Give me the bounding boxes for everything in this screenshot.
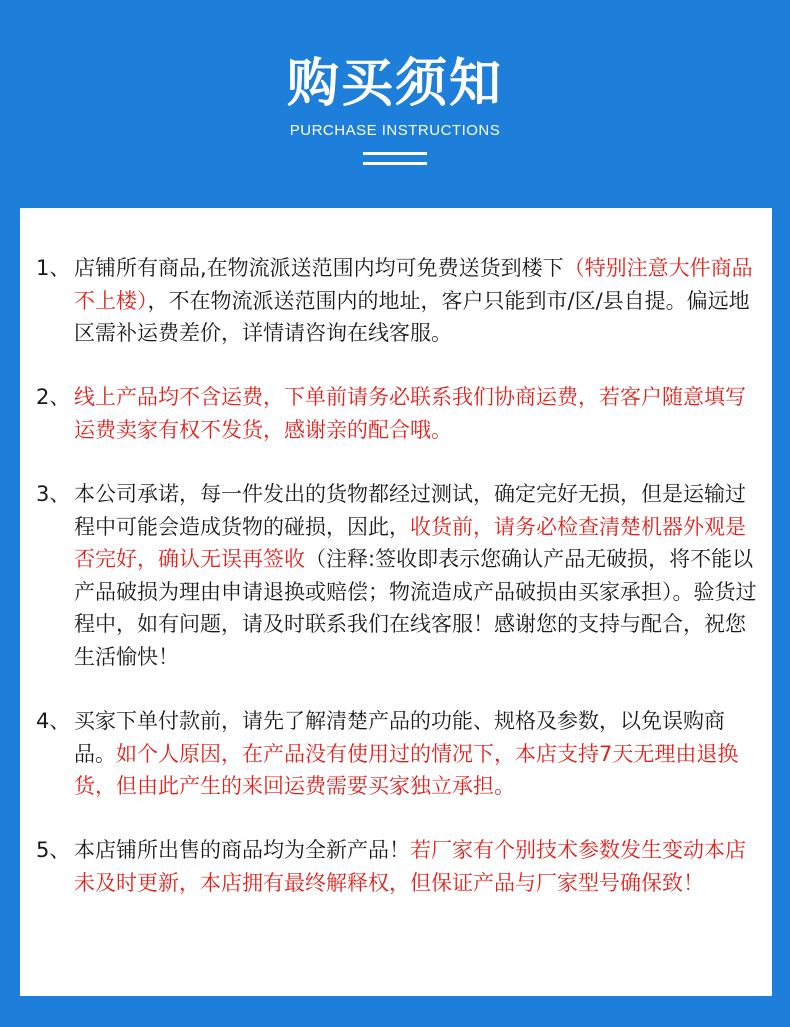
header [0, 0, 790, 208]
item-text [36, 478, 766, 673]
text-segment: （注释:签收即表示您确认产品无破损，将不能以产品破损为理由申请退换或赔偿；物流造成产品破损由买家承担）。验货过程中，如有问题，请及时联系我们在线客服！感谢您的支持与配合，祝您生活愉快！ [74, 547, 757, 669]
highlight-segment: 如个人原因，在产品没有使用过的情况下，本店支持7天无理由退换货，但由此产生的来回运费需要买家独立承担。 [74, 741, 739, 798]
item-text [36, 705, 766, 803]
instruction-item-5 [36, 834, 766, 899]
item-text [36, 834, 766, 899]
page-subtitle: PURCHASE INSTRUCTIONS [289, 122, 501, 139]
instruction-item-1 [36, 252, 766, 350]
instruction-item-4 [36, 705, 766, 803]
item-text [36, 252, 766, 350]
text-segment: 买家下单付款前，请先了解清楚产品的功能、规格及参数，以免误购商品。 [74, 709, 725, 766]
item-number: 2、 [36, 385, 71, 409]
text-segment: 本公司承诺，每一件发出的货物都经过测试，确定完好无损，但是运输过程中可能会造成货物的碰损，因此， [74, 482, 746, 539]
title-underline-top [363, 152, 427, 155]
title-underline-bottom [363, 162, 427, 165]
item-number: 5、 [36, 838, 71, 862]
instruction-item-3 [36, 478, 766, 673]
highlight-segment: 若厂家有个别技术参数发生变动本店未及时更新，本店拥有最终解释权，但保证产品与厂家型号确保致！ [74, 838, 746, 895]
highlight-segment: （特别注意大件商品不上楼） [74, 256, 753, 313]
item-number: 1、 [36, 256, 71, 280]
text-segment: 店铺所有商品,在物流派送范围内均可免费送货到楼下 [74, 256, 564, 280]
text-segment: 本店铺所出售的商品均为全新产品！ [74, 838, 410, 862]
highlight-segment: 线上产品均不含运费，下单前请务必联系我们协商运费，若客户随意填写运费卖家有权不发货，感谢亲的配合哦。 [74, 385, 746, 442]
instruction-item-2 [36, 381, 766, 446]
page-title: 购买须知 [286, 54, 503, 114]
item-text [36, 381, 766, 446]
highlight-segment: 收货前，请务必检查清楚机器外观是否完好，确认无误再签收 [74, 514, 746, 571]
instructions-card [20, 208, 772, 996]
item-number: 4、 [36, 709, 71, 733]
text-segment: ，不在物流派送范围内的地址，客户只能到市/区/县自提。偏远地区需补运费差价，详情请咨询在线客服。 [74, 288, 750, 345]
item-number: 3、 [36, 482, 71, 506]
